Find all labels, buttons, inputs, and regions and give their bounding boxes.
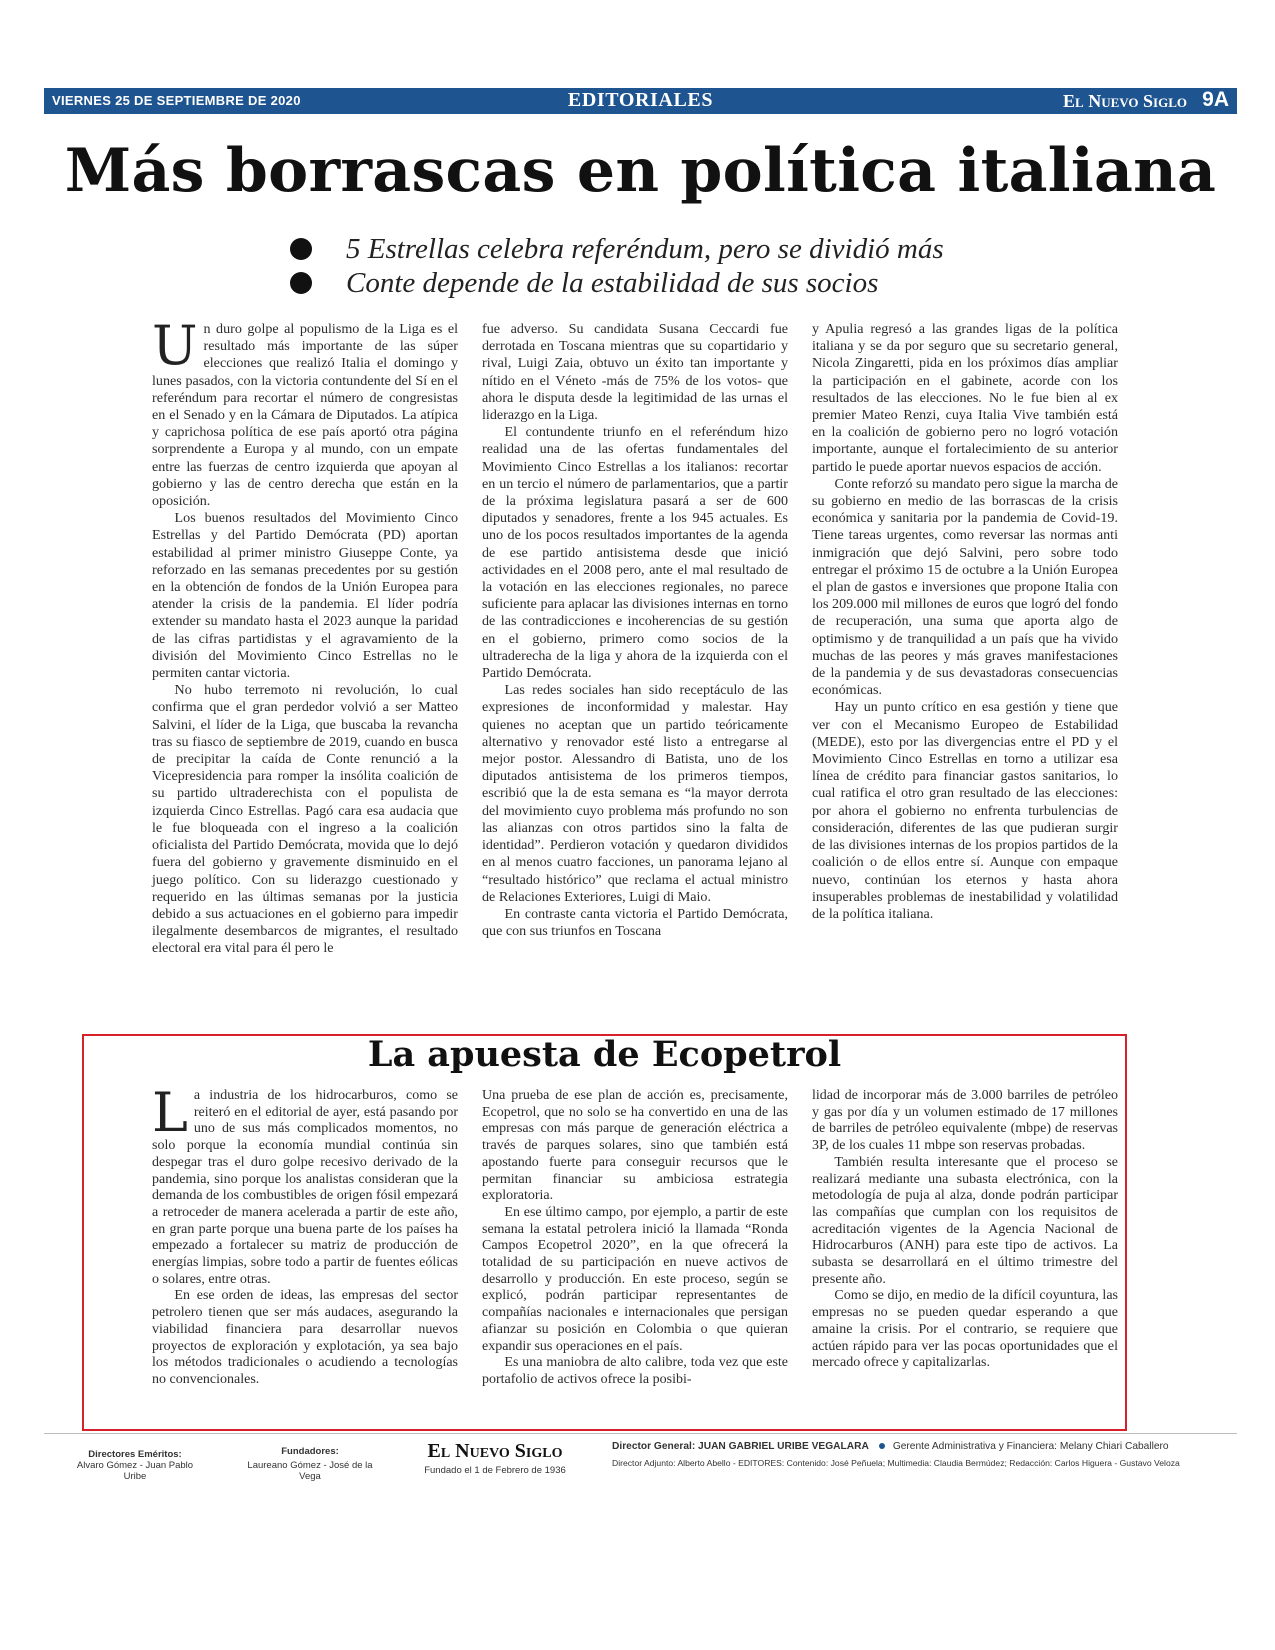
paragraph: Una prueba de ese plan de acción es, precisamente, Ecopetrol, que no solo se ha convertido en una de las empresas con más parque de generación eléctrica a través de parques solares, sino que también está apostando fuerte para conseguir recursos que le permitan financiar su ambiciosa estrategia exploratoria. xyxy=(482,1088,788,1204)
manager-credit: Gerente Administrativa y Financiera: Melany Chiari Caballero xyxy=(892,1441,1169,1452)
footer-logo: El Nuevo Siglo xyxy=(427,1440,563,1462)
founders-block xyxy=(240,1446,380,1482)
paragraph: En ese último campo, por ejemplo, a partir de este semana la estatal petrolera inició la llamada “Ronda Campos Ecopetrol 2020”, en la que ofrecerá la totalidad de su participación en nueve activos de desarrollo y producción. En este proceso, según se explicó, podrán participar representantes de compañías nacionales e internacionales que persigan afianzar su posición en Colombia o que quieran expandir sus operaciones en el país. xyxy=(482,1204,788,1354)
paragraph: Como se dijo, en medio de la difícil coyuntura, las empresas no se pueden quedar esperando a que amaine la crisis. Por el contrario, se requiere que actúen rápido para ver las pocas oportunidades que el mercado ofrece y capitalizarlas. xyxy=(812,1288,1118,1371)
subhead-item xyxy=(290,232,1090,266)
newspaper-name: El Nuevo Siglo xyxy=(1063,91,1187,111)
paragraph: Es una maniobra de alto calibre, toda vez que este portafolio de activos ofrece la posibi- xyxy=(482,1355,788,1387)
paragraph: También resulta interesante que el proceso se realizará mediante una subasta electrónica, con la metodología de puja al alza, donde podrán participar las compañías que cumplan con los requisitos de acreditación vigentes de la Agencia Nacional de Hidrocarburos (ANH) para este tipo de activos. La subasta se desarrollará en el último trimestre del presente año. xyxy=(812,1154,1118,1287)
editorial-headline: La apuesta de Ecopetrol xyxy=(367,1034,842,1075)
drop-cap: U xyxy=(152,314,198,377)
subhead-text: 5 Estrellas celebra referéndum, pero se dividió más xyxy=(346,232,944,265)
drop-cap: L xyxy=(152,1081,188,1144)
directors-names: Alvaro Gómez - Juan Pablo Uribe xyxy=(76,1460,194,1482)
director-general: Director General: JUAN GABRIEL URIBE VEGALARA xyxy=(612,1441,869,1452)
founders-label: Fundadores: xyxy=(281,1446,339,1457)
article-body xyxy=(152,314,1118,958)
paragraph: Hay un punto crítico en esa gestión y tiene que ver con el Mecanismo Europeo de Estabilidad (MEDE), esto por las divergencias entre el PD y el Movimiento Cinco Estrellas en torno a utilizar esa línea de crédito para financiar gastos sanitarios, lo cual ratifica el otro gran resultado de las elecciones: por ahora el gobierno no enfrenta turbulencias de consideración, diferentes de las que pudieran surgir de las divisiones internas de los propios partidos de la coalición o de ellos entre sí. Aunque con empaque nuevo, continúan los eternos y hasta ahora insuperables problemas de inestabilidad y volatilidad de la política italiana. xyxy=(812,699,1118,922)
article-subheads xyxy=(290,232,1090,300)
paragraph: El contundente triunfo en el referéndum hizo realidad una de las ofertas fundamentales del Movimiento Cinco Estrellas a los italianos: recortar en un tercio el número de parlamentarios, que a partir de la próxima legislatura pasará a ser de 600 diputados y senadores, frente a los 945 actuales. Es uno de los pocos resultados importantes de la agenda de ese partido antisistema desde que inició actividades en el 2008 pero, ante el mal resultado de la votación en las elecciones regionales, no parece suficiente para aplacar las divisiones internas en torno de las contradicciones e incoherencias de su gestión en el gobierno, primero como socios de la ultraderecha de la liga y ahora de la izquierda con el Partido Demócrata. xyxy=(482,424,788,682)
bullet-icon xyxy=(290,238,312,260)
subhead-item xyxy=(290,266,1090,300)
paragraph: En contraste canta victoria el Partido Demócrata, que con sus triunfos en Toscana xyxy=(482,905,788,940)
directors-block xyxy=(70,1449,200,1482)
paragraph: fue adverso. Su candidata Susana Ceccardi fue derrotada en Toscana mientras que su copartidario y rival, Luigi Zaia, obtuvo un éxito tan importante y nítido en el Véneto -más de 75% de los votos- que ahora le disputa desde la legitimidad de las urnas el liderazgo en la Liga. xyxy=(482,321,788,424)
founded-date: Fundado el 1 de Febrero de 1936 xyxy=(424,1465,566,1476)
footer-divider xyxy=(44,1433,1237,1434)
paragraph: No hubo terremoto ni revolución, lo cual confirma que el gran perdedor volvió a ser Matteo Salvini, el líder de la Liga, que buscaba la revancha tras su fiasco de septiembre de 2019, cuando en busca de precipitar la caída de Conte renunció a la Vicepresidencia para romper la insólita coalición de su partido ultraderechista con el populista de izquierda Cinco Estrellas. Pagó cara esa audacia que le fue bloqueada con el ingreso a la coalición oficialista del Partido Demócrata, movida que lo dejó fuera del gobierno y gravemente disminuido en el juego político. Con su liderazgo cuestionado y requerido en las últimas semanas por la justicia debido a sus actuaciones en el gobierno para impedir ilegalmente desembarcos de migrantes, el resultado electoral era vital para él pero le xyxy=(152,682,458,957)
editors-credit: Director Adjunto: Alberto Abello - EDITORES: Contenido: José Peñuela; Multimedia: Claudia Bermúdez; Redacción: Carlos Higuera - Gustavo Veloza xyxy=(612,1458,1180,1468)
section-title: EDITORIALES xyxy=(567,89,714,111)
separator-dot-icon xyxy=(879,1443,885,1449)
header-date: VIERNES 25 DE SEPTIEMBRE DE 2020 xyxy=(52,93,301,108)
article-column-2 xyxy=(482,321,788,958)
editorial-column-2 xyxy=(482,1088,788,1389)
editorial-body xyxy=(152,1081,1118,1389)
subhead-text: Conte depende de la estabilidad de sus socios xyxy=(346,266,879,299)
article-headline: Más borrascas en política italiana xyxy=(64,136,1217,206)
paragraph: Los buenos resultados del Movimiento Cinco Estrellas y del Partido Demócrata (PD) aportan estabilidad al primer ministro Giuseppe Conte, ya reforzado en las semanas precedentes por su gestión en la obtención de fondos de la Unión Europea para atender la crisis de la pandemia. El líder podría extender su mandato hasta el 2023 aunque la paridad de las cifras partidistas y el agravamiento de la división del Movimiento Cinco Estrellas no le permiten cantar victoria. xyxy=(152,510,458,682)
founders-names: Laureano Gómez - José de la Vega xyxy=(247,1460,373,1482)
article-column-1 xyxy=(152,314,458,958)
article-column-3 xyxy=(812,321,1118,958)
paragraph: Conte reforzó su mandato pero sigue la marcha de su gobierno en medio de las borrascas de la crisis económica y sanitaria por la pandemia de Covid-19. Tiene tareas urgentes, como reversar las normas anti inmigración que dejó Salvini, pero sobre todo entregar el próximo 15 de octubre a la Unión Europea el plan de gastos e inversiones que propone Italia con los 209.000 mil millones de euros que logró del fondo de recuperación, una suma que aporta algo de optimismo y de tranquilidad a un país que ha vivido muchas de las peores y más graves manifestaciones de la pandemia y de sus devastadoras consecuencias económicas. xyxy=(812,475,1118,699)
paragraph: La industria de los hidrocarburos, como se reiteró en el editorial de ayer, está pasando por uno de sus más complicados momentos, no solo porque la economía mundial continúa sin despegar tras el duro golpe recesivo derivado de la pandemia, sino porque los analistas consideran que la demanda de los combustibles de origen fósil empezará a retroceder de manera acelerada a partir de este año, en gran parte porque una buena parte de los países ha empezado a fortalecer su matriz de producción de energías limpias, sobre todo a partir de fuentes eólicas o solares, entre otras. xyxy=(152,1081,458,1287)
directors-label: Directores Eméritos: xyxy=(88,1449,182,1460)
editorial-column-1 xyxy=(152,1081,458,1389)
paragraph: Las redes sociales han sido receptáculo de las expresiones de inconformidad y malestar. Hay quienes no aceptan que un partido teóricamente alternativo y renovador esté listo a entregarse al mejor postor. Alessandro di Batista, uno de los diputados antisistema de los primeros tiempos, escribió que la de esta semana es “la mayor derrota del movimiento cuyo problema más profundo no son las alianzas con otros partidos sino la falta de identidad”. Perdieron votación y quedaron divididos en al menos cuatro facciones, un panorama lejano al “resultado histórico” que reclama el actual ministro de Relaciones Exteriores, Luigi di Maio. xyxy=(482,682,788,905)
paragraph: En ese orden de ideas, las empresas del sector petrolero tienen que ser más audaces, asegurando la viabilidad financiera para desarrollar nuevos proyectos de exploración y explotación, ya sea bajo los métodos tradicionales o acudiendo a tecnologías no convencionales. xyxy=(152,1288,458,1387)
page-header-bar xyxy=(44,88,1237,114)
paragraph: y Apulia regresó a las grandes ligas de la política italiana y se da por seguro que su secretario general, Nicola Zingaretti, pida en los próximos días ampliar la participación en el gabinete, acorde con los resultados de las elecciones. No le fue bien al ex premier Mateo Renzi, cuya Italia Vive también está en la coalición de gobierno pero no logró votación importante, aunque el fortalecimiento de su anterior partido le puede aportar nuevos espacios de acción. xyxy=(812,321,1118,475)
page-number: 9A xyxy=(1202,88,1229,111)
editorial-column-3 xyxy=(812,1088,1118,1389)
staff-credits xyxy=(612,1441,1232,1468)
paragraph: lidad de incorporar más de 3.000 barriles de petróleo y gas por día y un volumen estimado de 17 millones de barriles de petróleo equivalente (mbpe) de reservas 3P, de los cuales 11 mbpe son reservas probadas. xyxy=(812,1088,1118,1154)
paragraph: Un duro golpe al populismo de la Liga es el resultado más importante de las súper elecciones que realizó Italia el domingo y lunes pasados, con la victoria contundente del Sí en el referéndum para recortar el número de congresistas en el Senado y en la Cámara de Diputados. La atípica y caprichosa política de ese país aportó otra página sorprendente a Europa y al mundo, con un empate entre las fuerzas de centro izquierda que apoyan al gobierno y las de centro derecha que están en la oposición. xyxy=(152,314,458,510)
bullet-icon xyxy=(290,272,312,294)
